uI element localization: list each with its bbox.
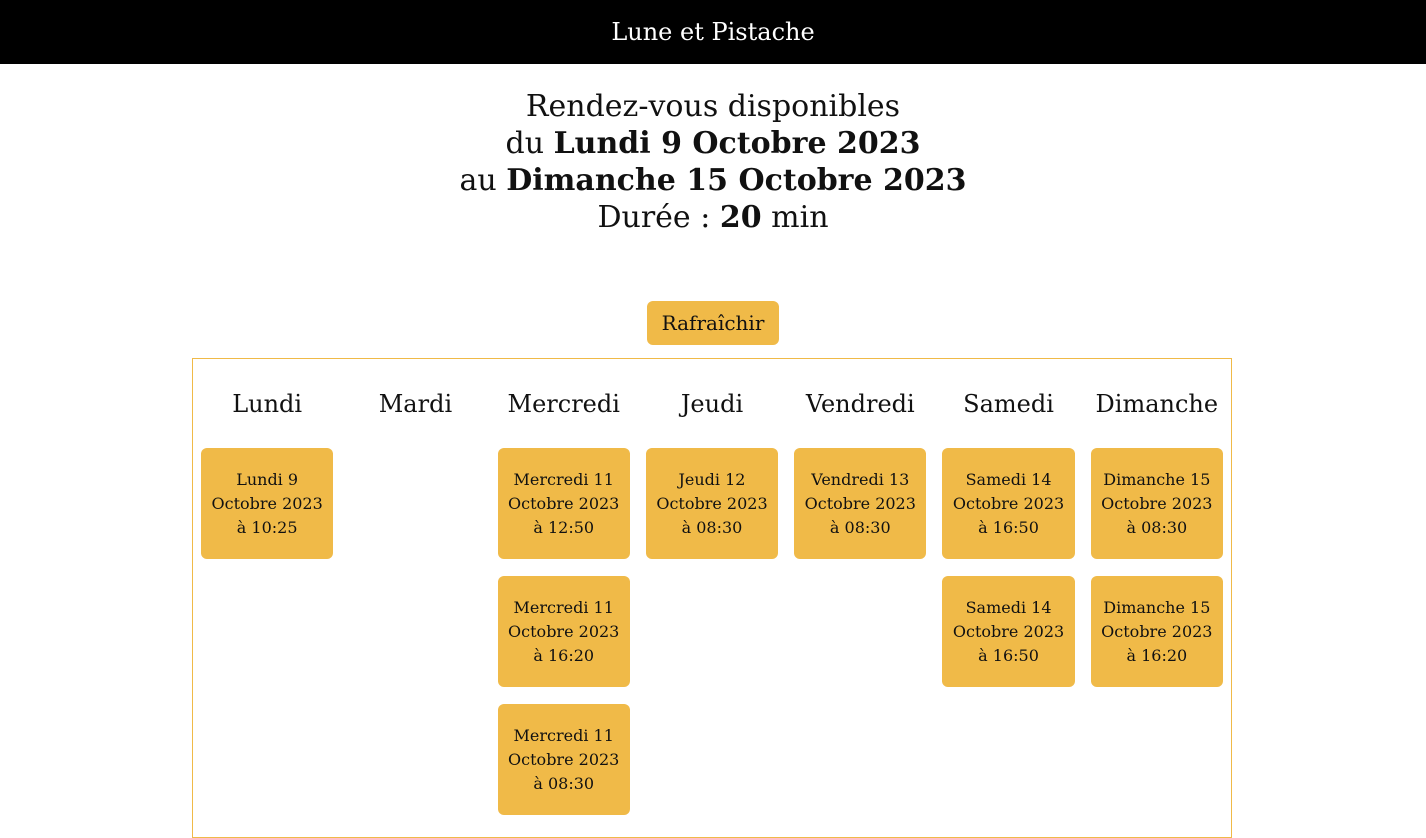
- day-header: Samedi: [963, 389, 1054, 418]
- refresh-wrapper: [0, 301, 1426, 345]
- from-date: Lundi 9 Octobre 2023: [553, 126, 921, 161]
- to-prefix: au: [459, 163, 497, 198]
- day-column-mardi: [349, 359, 481, 837]
- appointment-slot[interactable]: Mercredi 11 Octobre 2023 à 08:30: [498, 704, 630, 815]
- day-column-vendredi: [794, 359, 926, 837]
- appointment-slot[interactable]: Jeudi 12 Octobre 2023 à 08:30: [646, 448, 778, 559]
- day-header: Vendredi: [805, 389, 915, 418]
- day-column-dimanche: [1091, 359, 1223, 837]
- duration-prefix: Durée :: [597, 200, 711, 235]
- appointment-slot[interactable]: Mercredi 11 Octobre 2023 à 16:20: [498, 576, 630, 687]
- appointment-slot[interactable]: Mercredi 11 Octobre 2023 à 12:50: [498, 448, 630, 559]
- appointment-slot[interactable]: Dimanche 15 Octobre 2023 à 16:20: [1091, 576, 1223, 687]
- day-header: Lundi: [232, 389, 303, 418]
- duration-value: 20: [719, 200, 762, 235]
- week-calendar: [192, 358, 1232, 838]
- day-column-jeudi: [646, 359, 778, 837]
- duration-unit: min: [771, 200, 829, 235]
- appointment-slot[interactable]: Samedi 14 Octobre 2023 à 16:50: [942, 448, 1074, 559]
- day-header: Jeudi: [680, 389, 744, 418]
- appointment-slot[interactable]: Lundi 9 Octobre 2023 à 10:25: [201, 448, 333, 559]
- refresh-button[interactable]: Rafraîchir: [647, 301, 780, 345]
- header-title: Rendez-vous disponibles: [525, 89, 901, 124]
- day-column-samedi: [942, 359, 1074, 837]
- top-bar: [0, 0, 1426, 64]
- day-header: Mardi: [378, 389, 453, 418]
- from-prefix: du: [505, 126, 545, 161]
- header-from-line: [0, 125, 1426, 162]
- appointment-slot[interactable]: Dimanche 15 Octobre 2023 à 08:30: [1091, 448, 1223, 559]
- day-column-lundi: [201, 359, 333, 837]
- day-header: Dimanche: [1095, 389, 1219, 418]
- to-date: Dimanche 15 Octobre 2023: [506, 163, 967, 198]
- day-header: Mercredi: [507, 389, 620, 418]
- appointment-slot[interactable]: Vendredi 13 Octobre 2023 à 08:30: [794, 448, 926, 559]
- day-column-mercredi: [498, 359, 630, 837]
- app-title: Lune et Pistache: [611, 18, 815, 46]
- header-duration-line: [0, 199, 1426, 236]
- appointment-slot[interactable]: Samedi 14 Octobre 2023 à 16:50: [942, 576, 1074, 687]
- availability-header: [0, 88, 1426, 236]
- header-to-line: [0, 162, 1426, 199]
